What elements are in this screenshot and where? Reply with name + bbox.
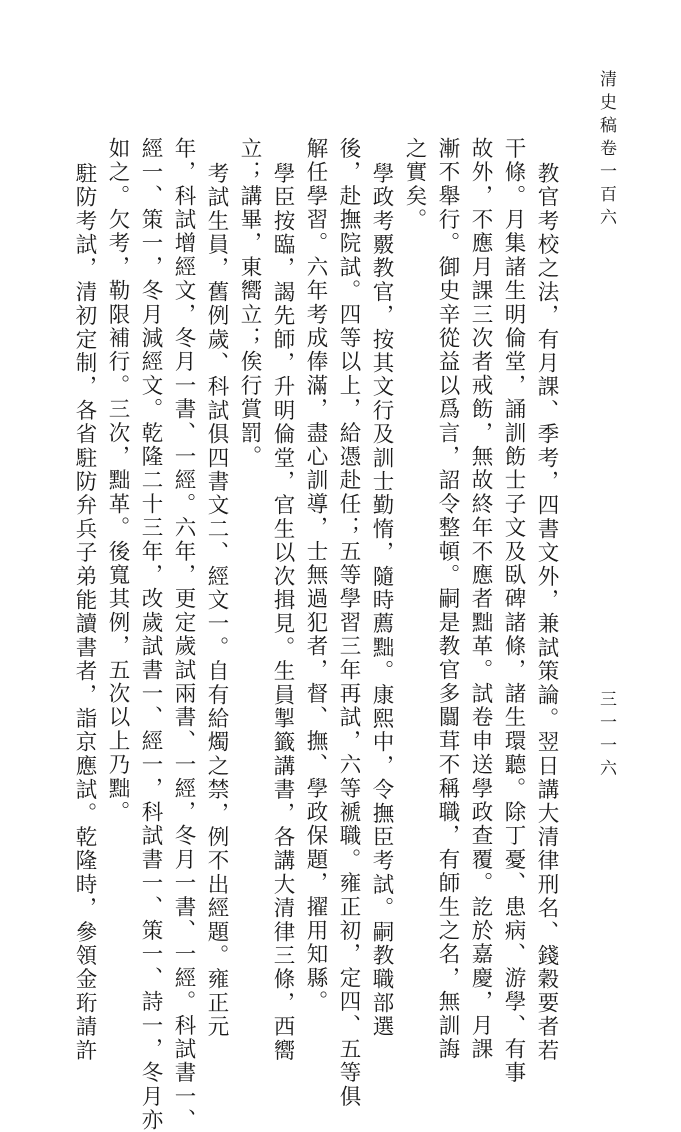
text-column: 學政考覈教官，按其文行及訓士勤惰，隨時薦黜。康熙中，令撫臣考試。嗣教職部選 [369, 162, 394, 1039]
text-column: 教官考校之法，有月課、季考，四書文外，兼試策論。翌日講大清律刑名、錢穀要者若 [534, 162, 559, 1063]
text-column: 如之。欠考，勒限補行。三次，黜革。後寬其例，五次以上乃黜。 [105, 137, 130, 825]
text-column: 故外，不應月課三次者戒飭，無故終年不應者黜革。試卷申送學政查覆。訖於嘉慶，月課 [468, 137, 493, 1062]
text-column: 立；講畢，東嚮立；俟行賞罰。 [237, 137, 262, 469]
text-column: 考試生員，舊例歲、科試俱四書文二、經文一。自有給燭之禁，例不出經題。雍正元 [204, 162, 229, 1039]
text-column: 漸不舉行。御史辛從益以爲言，詔令整頓。嗣是教官多闒茸不稱職，有師生之名，無訓誨 [435, 137, 460, 1062]
text-column: 駐防考試，清初定制，各省駐防弁兵子弟能讀書者，詣京應試。乾隆時，參領金珩請許 [72, 162, 97, 1063]
book-title: 清史稿卷一百六 [596, 70, 616, 231]
text-column: 干條。月集諸生明倫堂，誦訓飭士子文及臥碑諸條，諸生環聽。除丁憂、患病、游學、有事 [501, 137, 526, 1085]
text-column: 後，赴撫院試。四等以上，給憑赴任；五等學習三年再試，六等褫職。雍正初，定四、五等俱 [336, 137, 361, 1109]
text-column: 年，科試增經文，冬月一書、一經。六年，更定歲試兩書、一經，冬月一書、一經。科試書一、 [171, 137, 196, 1132]
text-column: 經一、策一，冬月減經文。乾隆二十三年，改歲試書一、經一，科試書一、策一、詩一，冬月亦 [138, 137, 163, 1132]
text-column: 解任學習。六年考成俸滿，盡心訓導，士無過犯者，督、撫、學政保題，擢用知縣。 [303, 137, 328, 1014]
page-number: 三一一六 [596, 690, 616, 782]
text-column: 學臣按臨，謁先師，升明倫堂，官生以次揖見。生員掣籤講書，各講大清律三條，西嚮 [270, 162, 295, 1063]
text-column: 之實矣。 [402, 137, 427, 232]
